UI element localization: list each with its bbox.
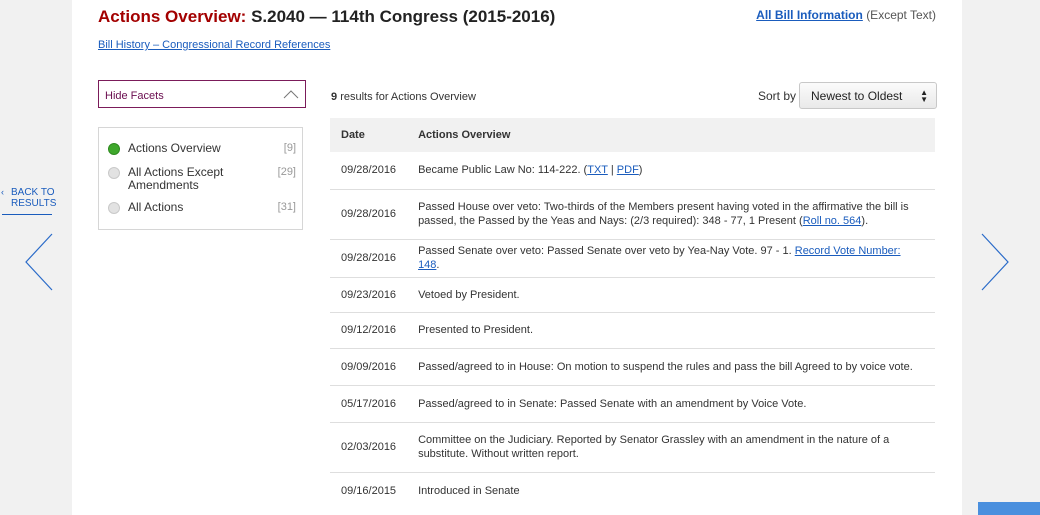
all-info-area — [756, 8, 936, 22]
results-count: 9 — [331, 91, 338, 103]
txt-link[interactable]: TXT — [587, 164, 608, 177]
all-info-note: (Except Text) — [866, 8, 936, 22]
facets-panel — [98, 127, 303, 230]
action-text: Passed House over veto: Two-thirds of the Members present having voted in the affirmative the bill is passed, the Passed by the Yeas and Nays: (2/3 required): 348 - 77, 1 Present (Roll no. 564). — [407, 189, 935, 239]
feedback-tab[interactable] — [978, 502, 1040, 515]
facet-label: All Actions Except Amendments — [128, 165, 224, 192]
sort-label: Sort by — [758, 89, 797, 103]
results-summary — [331, 91, 476, 103]
chevron-up-icon — [283, 89, 299, 99]
back-arrow-icon: ‹ — [1, 187, 4, 197]
table-row — [330, 422, 935, 472]
table-row — [330, 312, 935, 348]
facet-label: Actions Overview — [128, 141, 221, 155]
sort-select[interactable] — [799, 82, 937, 109]
column-header-actions: Actions Overview — [407, 118, 935, 152]
action-date: 09/09/2016 — [330, 348, 407, 385]
table-row — [330, 152, 935, 189]
chevron-right-icon[interactable] — [980, 233, 1010, 291]
radio-selected-icon — [108, 143, 120, 155]
action-text: Passed Senate over veto: Passed Senate over veto by Yea-Nay Vote. 97 - 1. Record Vote Number: 148. — [407, 239, 935, 277]
facet-count: [31] — [277, 201, 296, 213]
table-row — [330, 189, 935, 239]
hide-facets-label: Hide Facets — [105, 90, 164, 102]
radio-unselected-icon — [108, 167, 120, 179]
action-date: 09/28/2016 — [330, 152, 407, 189]
back-label-line2: RESULTS — [11, 198, 57, 209]
roll-vote-link[interactable]: Roll no. 564 — [802, 215, 862, 227]
action-text: Passed/agreed to in House: On motion to suspend the rules and pass the bill Agreed to by voice vote. — [407, 348, 935, 385]
action-date: 09/28/2016 — [330, 239, 407, 277]
facet-label: All Actions — [128, 200, 184, 214]
action-text: Became Public Law No: 114-222. (TXT | PDF) — [407, 152, 935, 189]
radio-unselected-icon — [108, 202, 120, 214]
sort-value: Newest to Oldest — [811, 89, 903, 103]
action-date: 02/03/2016 — [330, 422, 407, 472]
bill-history-link[interactable]: Bill History – Congressional Record References — [98, 39, 331, 51]
actions-table — [330, 118, 935, 510]
table-row — [330, 348, 935, 385]
action-text: Committee on the Judiciary. Reported by Senator Grassley with an amendment in the nature of a substitute. Without written report. — [407, 422, 935, 472]
action-date: 09/16/2015 — [341, 485, 397, 498]
all-bill-information-link[interactable]: All Bill Information — [756, 8, 863, 22]
action-date: 09/23/2016 — [330, 277, 407, 312]
column-header-date: Date — [330, 118, 407, 152]
page-title — [98, 7, 555, 27]
pdf-link[interactable]: PDF — [616, 164, 639, 177]
facet-count: [29] — [277, 166, 296, 178]
table-row — [330, 385, 935, 422]
table-row — [330, 277, 935, 312]
record-vote-link[interactable]: Record Vote Number: 148 — [418, 245, 901, 271]
main-content — [72, 0, 962, 515]
action-date: 09/12/2016 — [330, 312, 407, 348]
action-text: Vetoed by President. — [407, 277, 935, 312]
table-header-row — [330, 118, 935, 152]
action-text: Passed/agreed to in Senate: Passed Senate with an amendment by Voice Vote. — [407, 385, 935, 422]
hide-facets-button[interactable] — [98, 80, 306, 108]
action-text: Presented to President. — [407, 312, 935, 348]
action-date: 09/28/2016 — [330, 189, 407, 239]
back-underline — [2, 214, 52, 215]
results-label: results for Actions Overview — [340, 91, 476, 103]
chevron-left-icon[interactable] — [24, 233, 54, 291]
facet-count: [9] — [283, 142, 296, 154]
select-arrows-icon: ▲ ▼ — [920, 88, 928, 104]
table-row — [330, 472, 935, 510]
action-text: Introduced in Senate — [418, 485, 520, 498]
back-label-line1: BACK TO — [11, 187, 55, 198]
table-row — [330, 239, 935, 277]
action-date: 05/17/2016 — [330, 385, 407, 422]
title-prefix: Actions Overview: — [98, 7, 247, 26]
title-bill: S.2040 — 114th Congress (2015-2016) — [251, 7, 556, 26]
